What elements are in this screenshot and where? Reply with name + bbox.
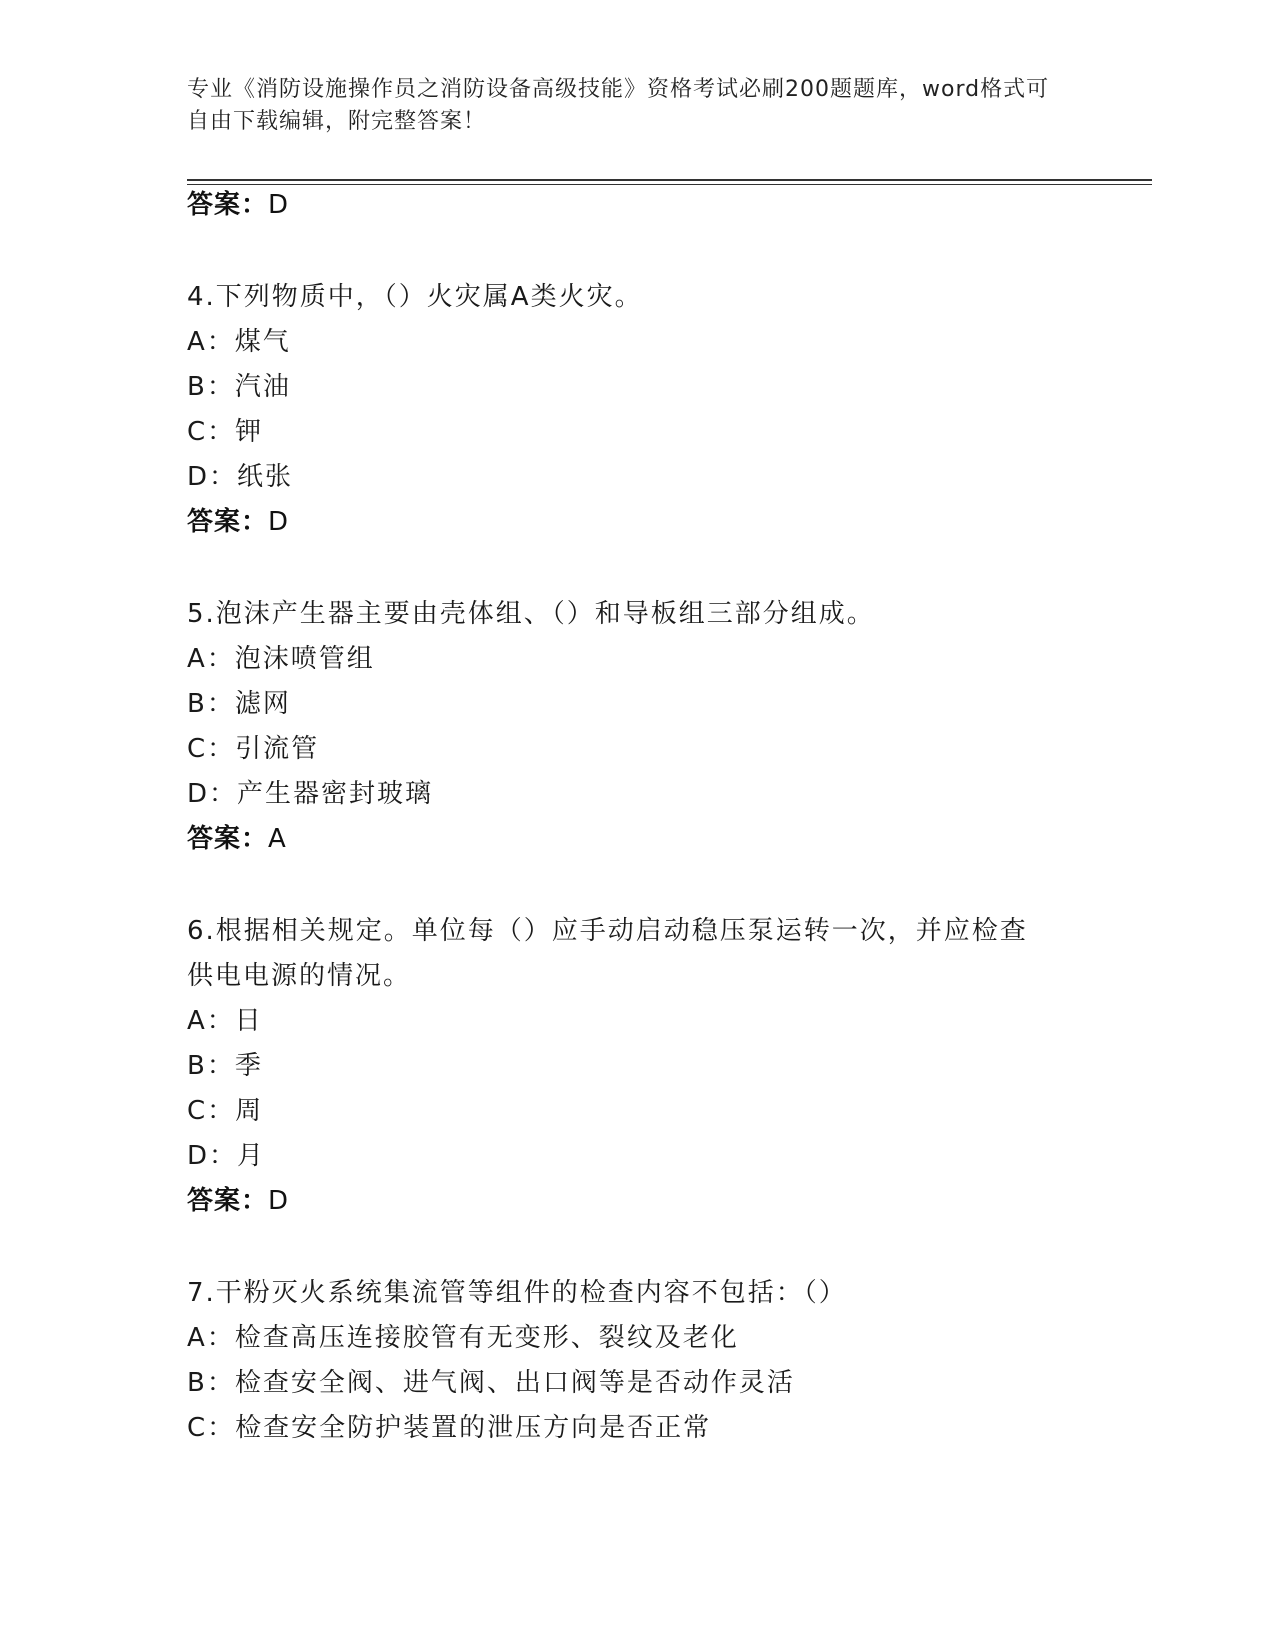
option-c: C：引流管 — [187, 734, 320, 764]
header-rule-thin — [187, 184, 1152, 185]
answer-label: 答案： — [187, 190, 269, 220]
option-d: D：月 — [187, 1141, 266, 1171]
answer-value: D — [268, 507, 290, 537]
question-stem: 7.干粉灭火系统集流管等组件的检查内容不包括：（） — [187, 1278, 847, 1308]
header-rule-thick — [187, 179, 1152, 181]
document-header: 专业《消防设施操作员之消防设备高级技能》资格考试必刷200题题库，word格式可自由下载编辑，附完整答案！ — [187, 77, 1050, 134]
question-stem: 5.泡沫产生器主要由壳体组、（）和导板组三部分组成。 — [187, 599, 875, 629]
option-c: C：周 — [187, 1096, 264, 1126]
prev-answer — [187, 189, 289, 221]
answer-label: 答案： — [187, 507, 269, 537]
answer-label: 答案： — [187, 824, 269, 854]
option-b: B：季 — [187, 1051, 263, 1081]
option-d: D：纸张 — [187, 462, 294, 492]
option-c: C：钾 — [187, 417, 264, 447]
option-d: D：产生器密封玻璃 — [187, 779, 434, 809]
answer — [187, 823, 287, 855]
answer-label: 答案： — [187, 1186, 269, 1216]
question-stem: 4.下列物质中，（）火灾属A类火灾。 — [187, 282, 643, 312]
option-a: A：泡沫喷管组 — [187, 644, 375, 674]
question-stem-line-2: 供电电源的情况。 — [187, 961, 412, 991]
question-stem-line-1: 6.根据相关规定。单位每（）应手动启动稳压泵运转一次，并应检查 — [187, 916, 1028, 946]
option-a: A：日 — [187, 1006, 263, 1036]
option-c: C：检查安全防护装置的泄压方向是否正常 — [187, 1413, 712, 1443]
answer-value: A — [268, 824, 287, 854]
answer — [187, 1185, 289, 1217]
option-b: B：滤网 — [187, 689, 291, 719]
answer — [187, 506, 289, 538]
option-b: B：检查安全阀、进气阀、出口阀等是否动作灵活 — [187, 1368, 795, 1398]
option-a: A：煤气 — [187, 327, 291, 357]
answer-value: D — [268, 190, 290, 220]
answer-value: D — [268, 1186, 290, 1216]
option-a: A：检查高压连接胶管有无变形、裂纹及老化 — [187, 1323, 739, 1353]
option-b: B：汽油 — [187, 372, 291, 402]
